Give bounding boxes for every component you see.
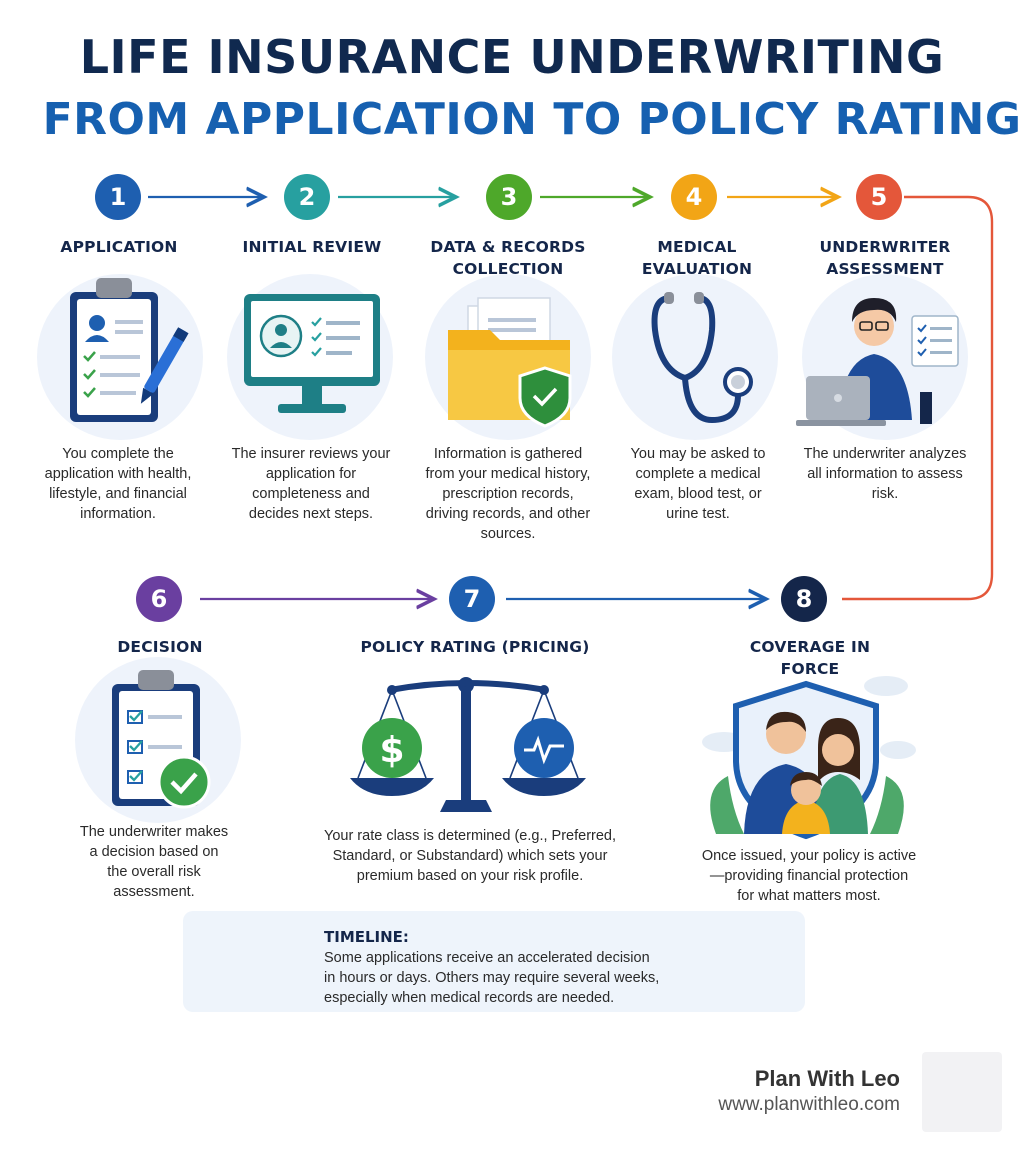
brand-logo: [922, 1052, 1002, 1132]
svg-text:$: $: [379, 730, 405, 771]
step-8-title: COVERAGE IN FORCE: [749, 638, 871, 678]
step-1-title: APPLICATION: [60, 238, 178, 256]
step-6-number: 6: [136, 576, 182, 622]
step-3-description: Information is gathered from your medical history, prescription records, driving records, and other sources.: [425, 446, 591, 542]
step-1-description: You complete the application with health, lifestyle, and financial information.: [44, 446, 192, 522]
brand-name: Plan With Leo: [754, 1066, 900, 1091]
balance-scale-icon: [350, 677, 586, 812]
step-2-title: INITIAL REVIEW: [242, 238, 382, 256]
step-7-number: 7: [449, 576, 495, 622]
step-7-title: POLICY RATING (PRICING): [360, 638, 590, 656]
step-4-description: You may be asked to complete a medical exam, blood test, or urine test.: [630, 446, 766, 522]
brand: [718, 1066, 900, 1116]
timeline-title: TIMELINE:: [324, 928, 409, 946]
brand-url[interactable]: www.planwithleo.com: [718, 1094, 900, 1115]
step-7-description: Your rate class is determined (e.g., Preferred, Standard, or Substandard) which sets your premium based on your risk profile.: [323, 828, 617, 884]
step-6-title: DECISION: [117, 638, 203, 656]
step-2-number: 2: [284, 174, 330, 220]
step-5-number: 5: [856, 174, 902, 220]
step-3-title: DATA & RECORDS COLLECTION: [430, 238, 586, 278]
step-1-number: 1: [95, 174, 141, 220]
step-3-number: 3: [486, 174, 532, 220]
family-shield-icon: [702, 676, 916, 836]
step-8-number: 8: [781, 576, 827, 622]
step-2-description: The insurer reviews your application for completeness and decides next steps.: [231, 446, 391, 522]
step-4-title: MEDICAL EVALUATION: [641, 238, 753, 278]
step-6-description: The underwriter makes a decision based on the overall risk assessment.: [79, 824, 229, 900]
timeline-text: Some applications receive an accelerated decision in hours or days. Others may require several weeks, especially when medical records are needed.: [324, 950, 660, 1006]
page-title: LIFE INSURANCE UNDERWRITING: [79, 30, 945, 84]
page-subtitle: FROM APPLICATION TO POLICY RATING: [42, 94, 1022, 145]
step-5-title: UNDERWRITER ASSESSMENT: [819, 238, 951, 278]
clipboard-check-icon: [112, 670, 209, 807]
step-5-description: The underwriter analyzes all information to assess risk.: [803, 446, 967, 502]
step-8-description: Once issued, your policy is active—providing financial protection for what matters most.: [701, 848, 917, 904]
step-4-number: 4: [671, 174, 717, 220]
